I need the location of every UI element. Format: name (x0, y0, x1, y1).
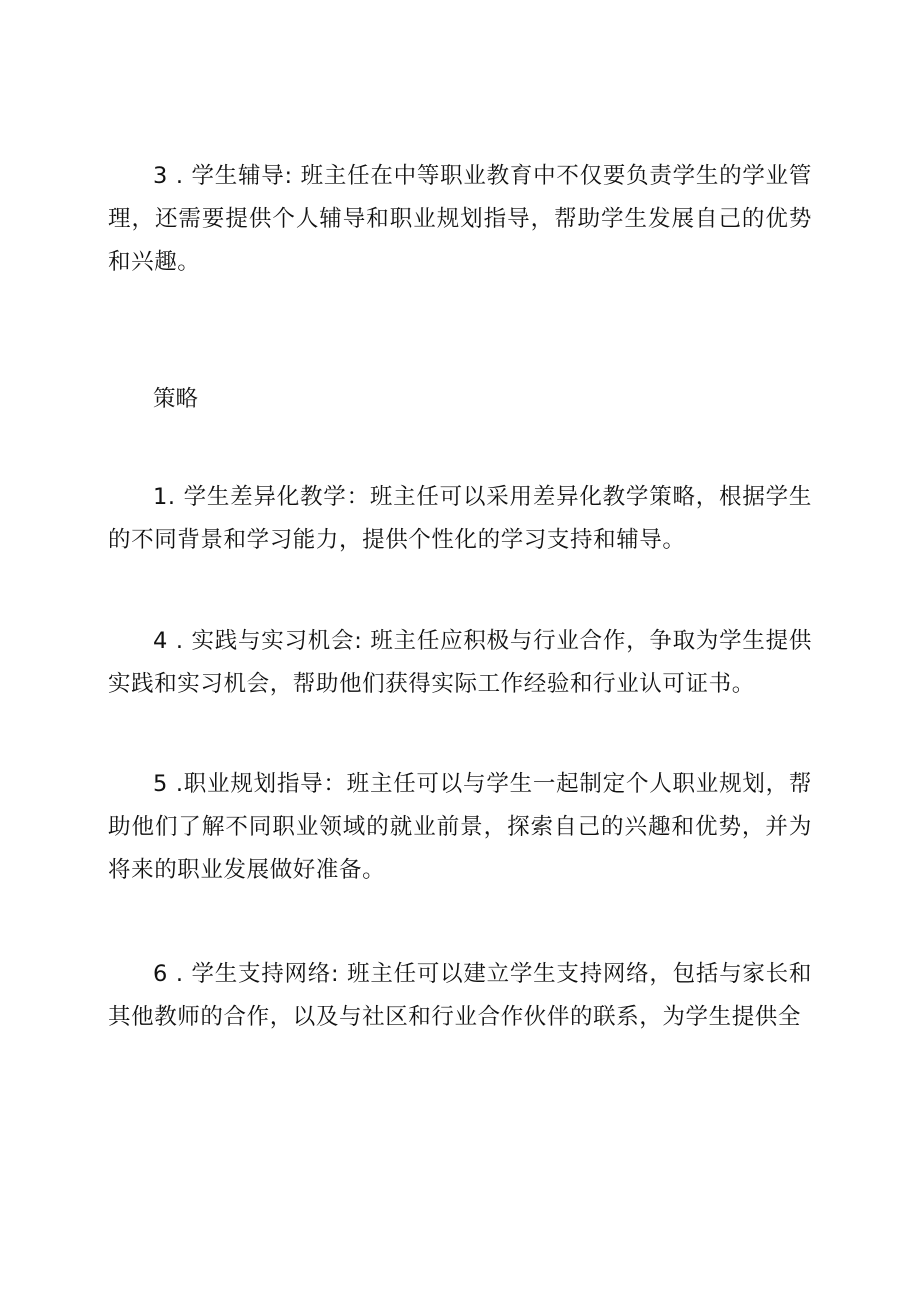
paragraph-career-planning: 5 .职业规划指导：班主任可以与学生一起制定个人职业规划，帮助他们了解不同职业领域的就业前景，探索自己的兴趣和优势，并为将来的职业发展做好准备。 (108, 771, 812, 883)
paragraph-support-network: 6 . 学生支持网络: 班主任可以建立学生支持网络，包括与家长和其他教师的合作，以及与社区和行业合作伙伴的联系，为学生提供全 (108, 961, 812, 1030)
section-heading-strategy: 策略 (153, 386, 199, 412)
paragraph-student-guidance: 3 . 学生辅导: 班主任在中等职业教育中不仅要负责学生的学业管理，还需要提供个人辅导和职业规划指导，帮助学生发展自己的优势和兴趣。 (108, 163, 812, 275)
paragraph-differentiated-teaching: 1. 学生差异化教学：班主任可以采用差异化教学策略，根据学生的不同背景和学习能力，提供个性化的学习支持和辅导。 (108, 484, 812, 553)
paragraph-practice-internship: 4 . 实践与实习机会: 班主任应积极与行业合作，争取为学生提供实践和实习机会，帮助他们获得实际工作经验和行业认可证书。 (108, 628, 812, 697)
